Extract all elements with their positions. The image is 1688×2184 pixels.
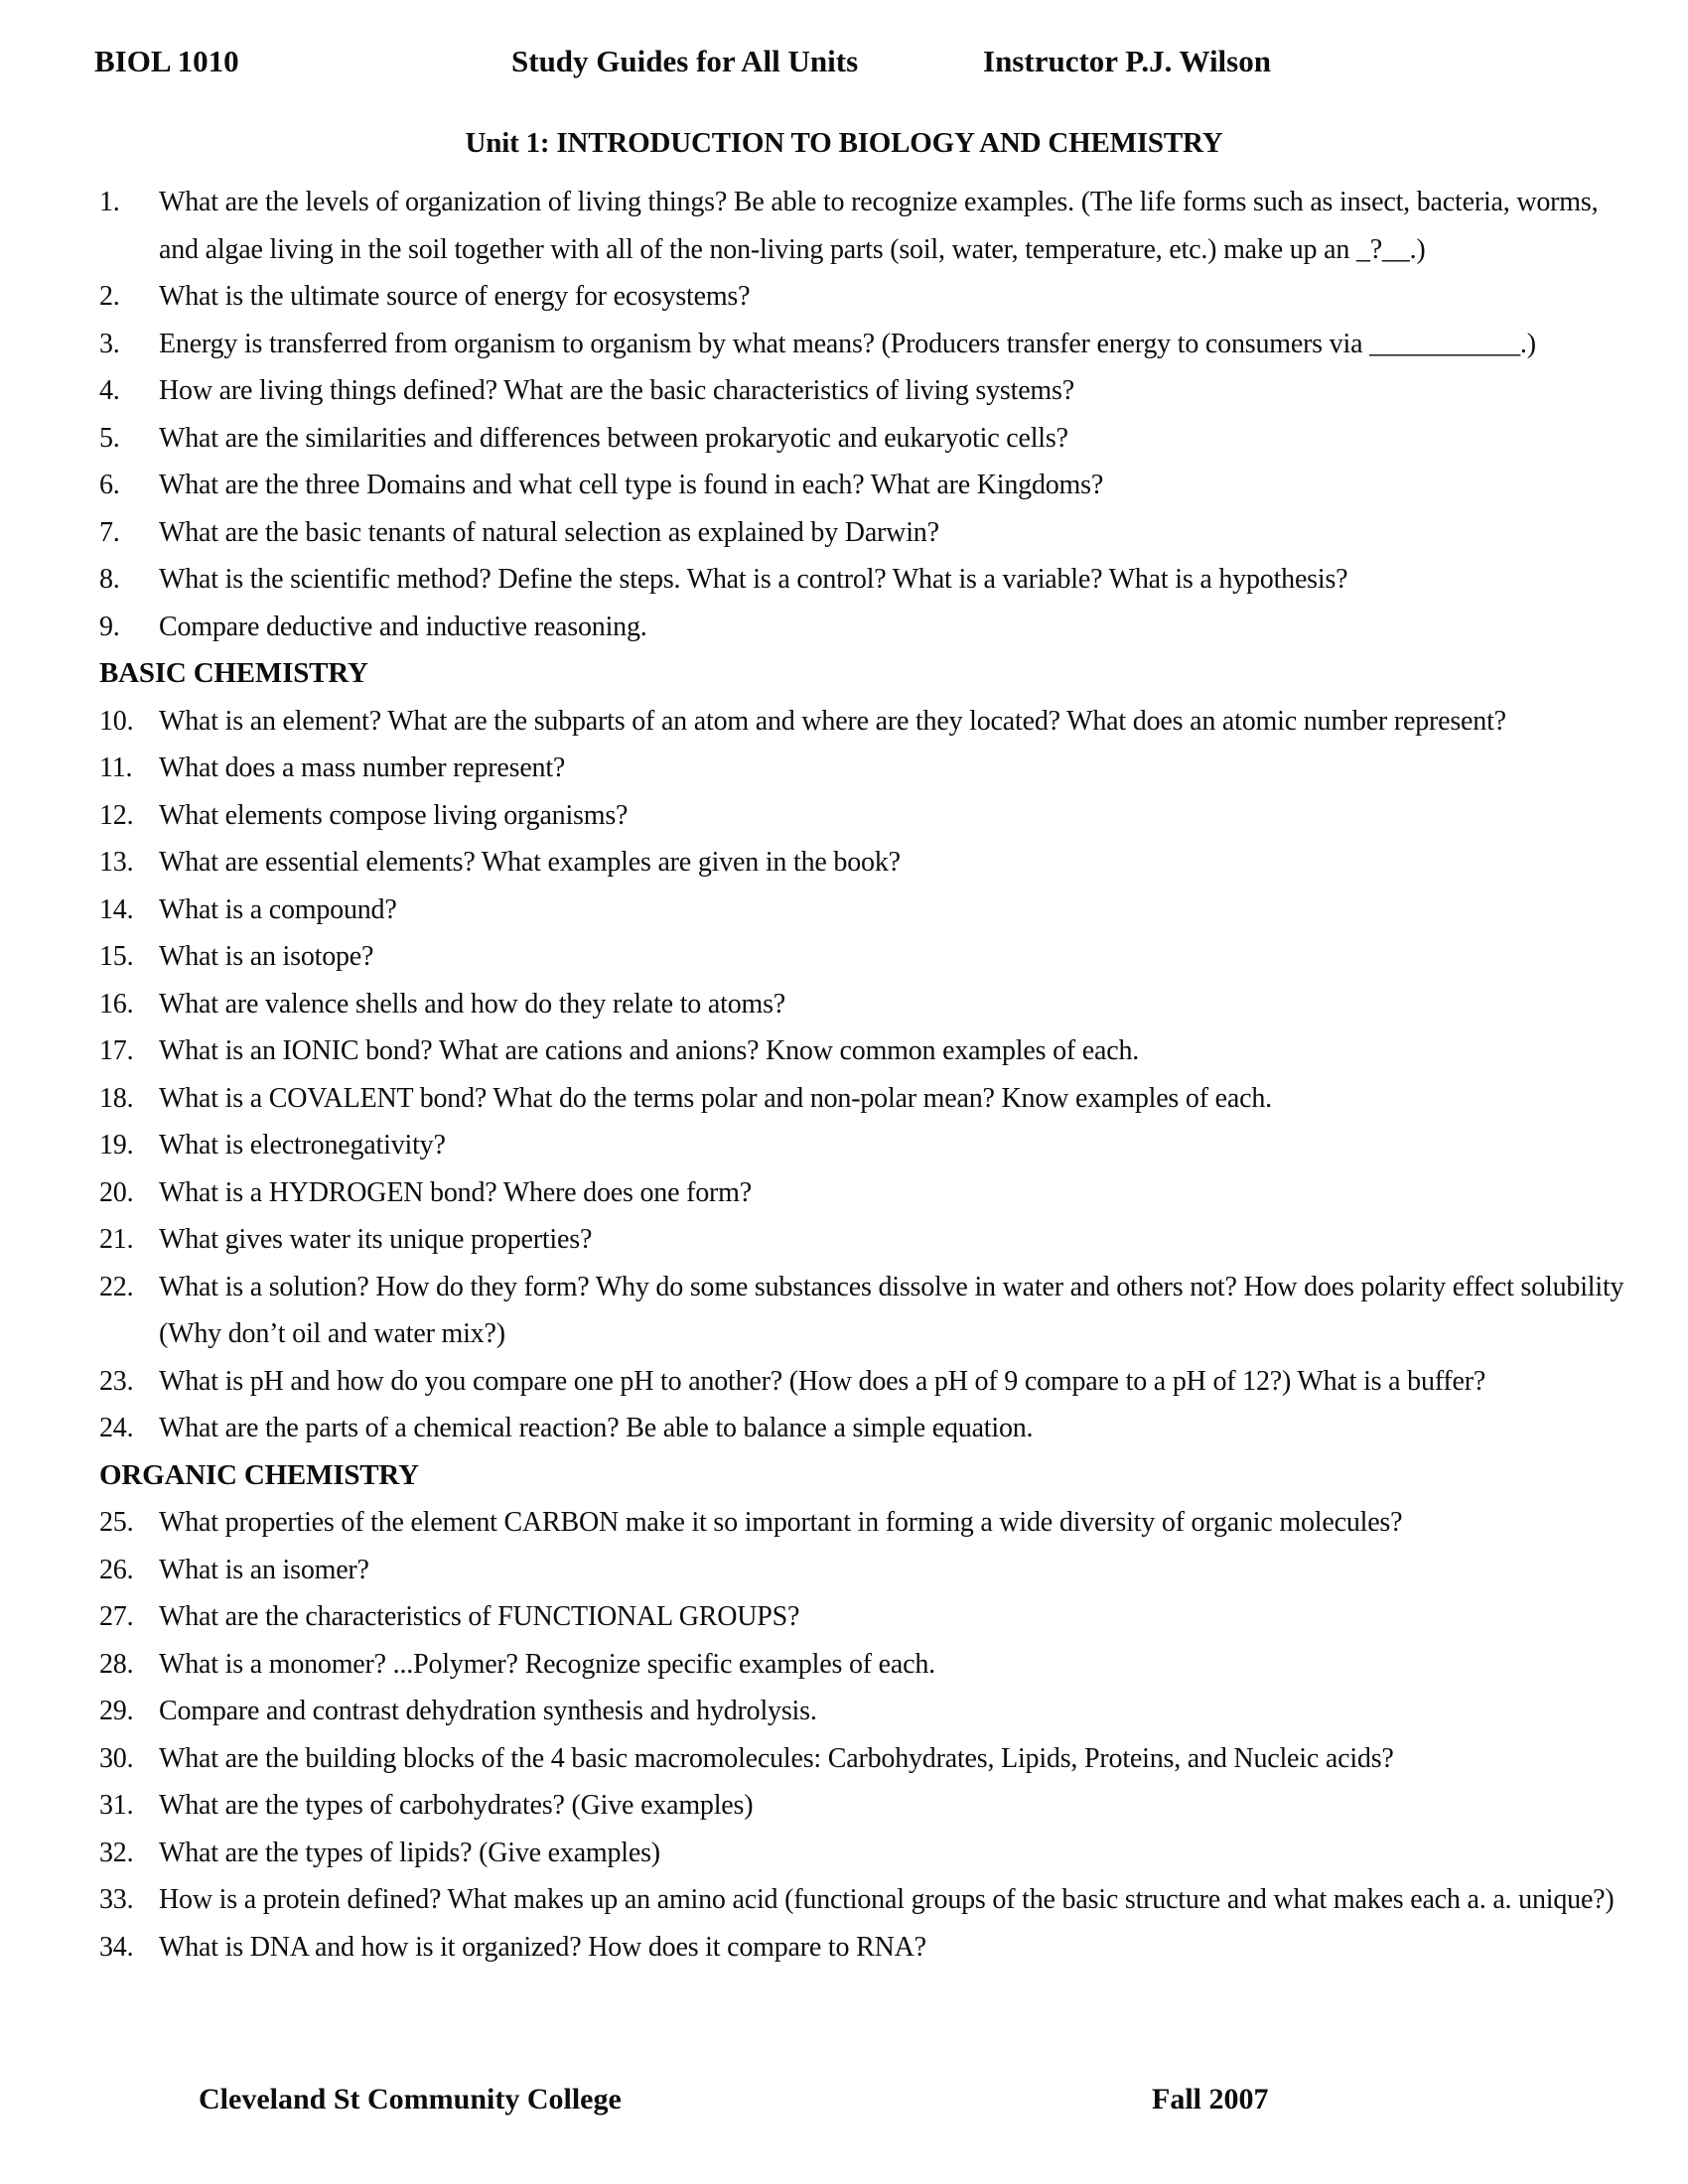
question-item: [0, 933, 1688, 981]
question-number: 22.: [99, 1271, 134, 1302]
section-heading: BASIC CHEMISTRY: [99, 657, 368, 689]
instructor-name: Instructor P.J. Wilson: [983, 44, 1271, 78]
question-number: 5.: [99, 422, 120, 454]
question-item: [0, 1924, 1688, 1972]
question-text: What are the building blocks of the 4 basic macromolecules: Carbohydrates, Lipids, Proteins, and Nucleic acids?: [159, 1742, 1394, 1774]
question-number: 8.: [99, 564, 120, 595]
question-text: What are the three Domains and what cell type is found in each? What are Kingdoms?: [159, 470, 1104, 500]
unit-title: Unit 1: INTRODUCTION TO BIOLOGY AND CHEMISTRY: [465, 127, 1223, 159]
question-item: [0, 1641, 1688, 1689]
question-item: [0, 792, 1688, 840]
page-footer: [0, 2083, 1688, 2132]
question-text: What is the scientific method? Define the steps. What is a control? What is a variable? What is a hypothesis?: [159, 564, 1348, 595]
question-text: What are the types of carbohydrates? (Give examples): [159, 1790, 754, 1821]
question-item: [0, 367, 1688, 415]
question-text: What is an isotope?: [159, 941, 374, 972]
question-number: 19.: [99, 1130, 134, 1160]
question-item: [0, 509, 1688, 557]
question-item: [0, 1735, 1688, 1783]
question-number: 31.: [99, 1790, 134, 1821]
question-number: 23.: [99, 1365, 134, 1397]
question-text: What are the parts of a chemical reaction? Be able to balance a simple equation.: [159, 1413, 1034, 1443]
question-item: [0, 1830, 1688, 1877]
question-text: How are living things defined? What are the basic characteristics of living systems?: [159, 375, 1074, 406]
question-item: [0, 1593, 1688, 1641]
question-item: [0, 1216, 1688, 1264]
question-item: [0, 698, 1688, 746]
question-text: What is electronegativity?: [159, 1130, 446, 1160]
question-number: 10.: [99, 705, 134, 737]
question-item: [0, 1264, 1688, 1358]
question-number: 21.: [99, 1224, 134, 1255]
question-item: [0, 1358, 1688, 1406]
question-text: What is a HYDROGEN bond? Where does one form?: [159, 1176, 752, 1208]
question-item: [0, 745, 1688, 792]
question-text: Compare deductive and inductive reasoning.: [159, 611, 647, 642]
question-text: What are the characteristics of FUNCTIONAL GROUPS?: [159, 1601, 800, 1632]
question-number: 13.: [99, 847, 134, 878]
question-text: Compare and contrast dehydration synthesis and hydrolysis.: [159, 1696, 817, 1726]
question-number: 27.: [99, 1601, 134, 1632]
question-text: What are valence shells and how do they relate to atoms?: [159, 988, 785, 1020]
question-item: [0, 1027, 1688, 1075]
question-item: [0, 887, 1688, 934]
question-number: 4.: [99, 375, 120, 406]
question-item: [0, 1122, 1688, 1169]
question-number: 28.: [99, 1648, 134, 1680]
question-item: [0, 462, 1688, 509]
question-list: [0, 179, 1688, 1971]
question-text: What is DNA and how is it organized? How does it compare to RNA?: [159, 1931, 926, 1963]
question-number: 25.: [99, 1507, 134, 1538]
question-item: [0, 415, 1688, 463]
question-number: 24.: [99, 1413, 134, 1443]
question-text: What is an isomer?: [159, 1554, 369, 1585]
question-number: 29.: [99, 1696, 134, 1726]
question-text: What gives water its unique properties?: [159, 1224, 593, 1255]
question-item: [0, 1876, 1688, 1924]
question-number: 1.: [99, 187, 120, 217]
question-text: What is an IONIC bond? What are cations and anions? Know common examples of each.: [159, 1035, 1140, 1066]
question-text: What elements compose living organisms?: [159, 799, 629, 831]
question-item: [0, 1169, 1688, 1217]
question-item: [0, 556, 1688, 604]
term-label: Fall 2007: [1152, 2083, 1269, 2116]
question-text: What properties of the element CARBON make it so important in forming a wide diversity of organic molecules?: [159, 1507, 1403, 1538]
question-text: What does a mass number represent?: [159, 752, 566, 783]
question-text: What is the ultimate source of energy for ecosystems?: [159, 281, 751, 312]
question-number: 14.: [99, 893, 134, 925]
question-text: Energy is transferred from organism to organism by what means? (Producers transfer energy to consumers via ___________.): [159, 328, 1536, 359]
question-number: 6.: [99, 470, 120, 500]
question-number: 26.: [99, 1554, 134, 1585]
question-text: What are essential elements? What examples are given in the book?: [159, 847, 901, 878]
question-number: 33.: [99, 1884, 134, 1915]
question-item: [0, 1075, 1688, 1123]
question-number: 9.: [99, 611, 120, 642]
question-item: [0, 981, 1688, 1028]
course-code: BIOL 1010: [94, 44, 239, 78]
question-number: 18.: [99, 1082, 134, 1114]
question-text: What is pH and how do you compare one pH to another? (How does a pH of 9 compare to a pH of 12?) What is a buffer?: [159, 1365, 1486, 1397]
question-item: [0, 179, 1688, 273]
college-name: Cleveland St Community College: [199, 2083, 622, 2116]
question-number: 11.: [99, 752, 133, 783]
question-item: [0, 273, 1688, 321]
question-number: 30.: [99, 1742, 134, 1774]
question-item: [0, 1688, 1688, 1735]
question-number: 12.: [99, 799, 134, 831]
question-number: 7.: [99, 516, 120, 548]
question-text: What are the similarities and differences between prokaryotic and eukaryotic cells?: [159, 422, 1068, 454]
question-item: [0, 1782, 1688, 1830]
question-number: 34.: [99, 1931, 134, 1963]
question-number: 20.: [99, 1176, 134, 1208]
question-text: What is an element? What are the subparts of an atom and where are they located? What does an atomic number represent?: [159, 705, 1506, 737]
question-text: What are the types of lipids? (Give examples): [159, 1837, 660, 1868]
question-number: 15.: [99, 941, 134, 972]
question-text: How is a protein defined? What makes up an amino acid (functional groups of the basic structure and what makes each a. a. unique?): [159, 1884, 1615, 1915]
question-number: 16.: [99, 988, 134, 1020]
question-number: 32.: [99, 1837, 134, 1868]
question-item: [0, 1405, 1688, 1452]
question-text: What is a solution? How do they form? Why do some substances dissolve in water and others not? How does polarity effect solubility (Why don’t oil and water mix?): [159, 1271, 1624, 1349]
question-text: What is a COVALENT bond? What do the terms polar and non-polar mean? Know examples of each.: [159, 1082, 1272, 1114]
question-item: [0, 839, 1688, 887]
question-text: What are the basic tenants of natural selection as explained by Darwin?: [159, 516, 939, 548]
question-text: What are the levels of organization of living things? Be able to recognize examples. (The life forms such as insect, bacteria, worms, and algae living in the soil together with all of the non-living parts (soil, water, temperature, etc.) make up an _?__.): [159, 187, 1599, 265]
section-heading: ORGANIC CHEMISTRY: [99, 1458, 419, 1491]
question-number: 2.: [99, 281, 120, 312]
question-text: What is a compound?: [159, 893, 397, 925]
question-item: [0, 604, 1688, 651]
question-item: [0, 1499, 1688, 1547]
question-number: 3.: [99, 328, 120, 359]
question-text: What is a monomer? ...Polymer? Recognize specific examples of each.: [159, 1648, 935, 1680]
page-header: [0, 44, 1688, 93]
question-item: [0, 321, 1688, 368]
question-item: [0, 1547, 1688, 1594]
question-number: 17.: [99, 1035, 134, 1066]
document-title: Study Guides for All Units: [511, 44, 859, 78]
